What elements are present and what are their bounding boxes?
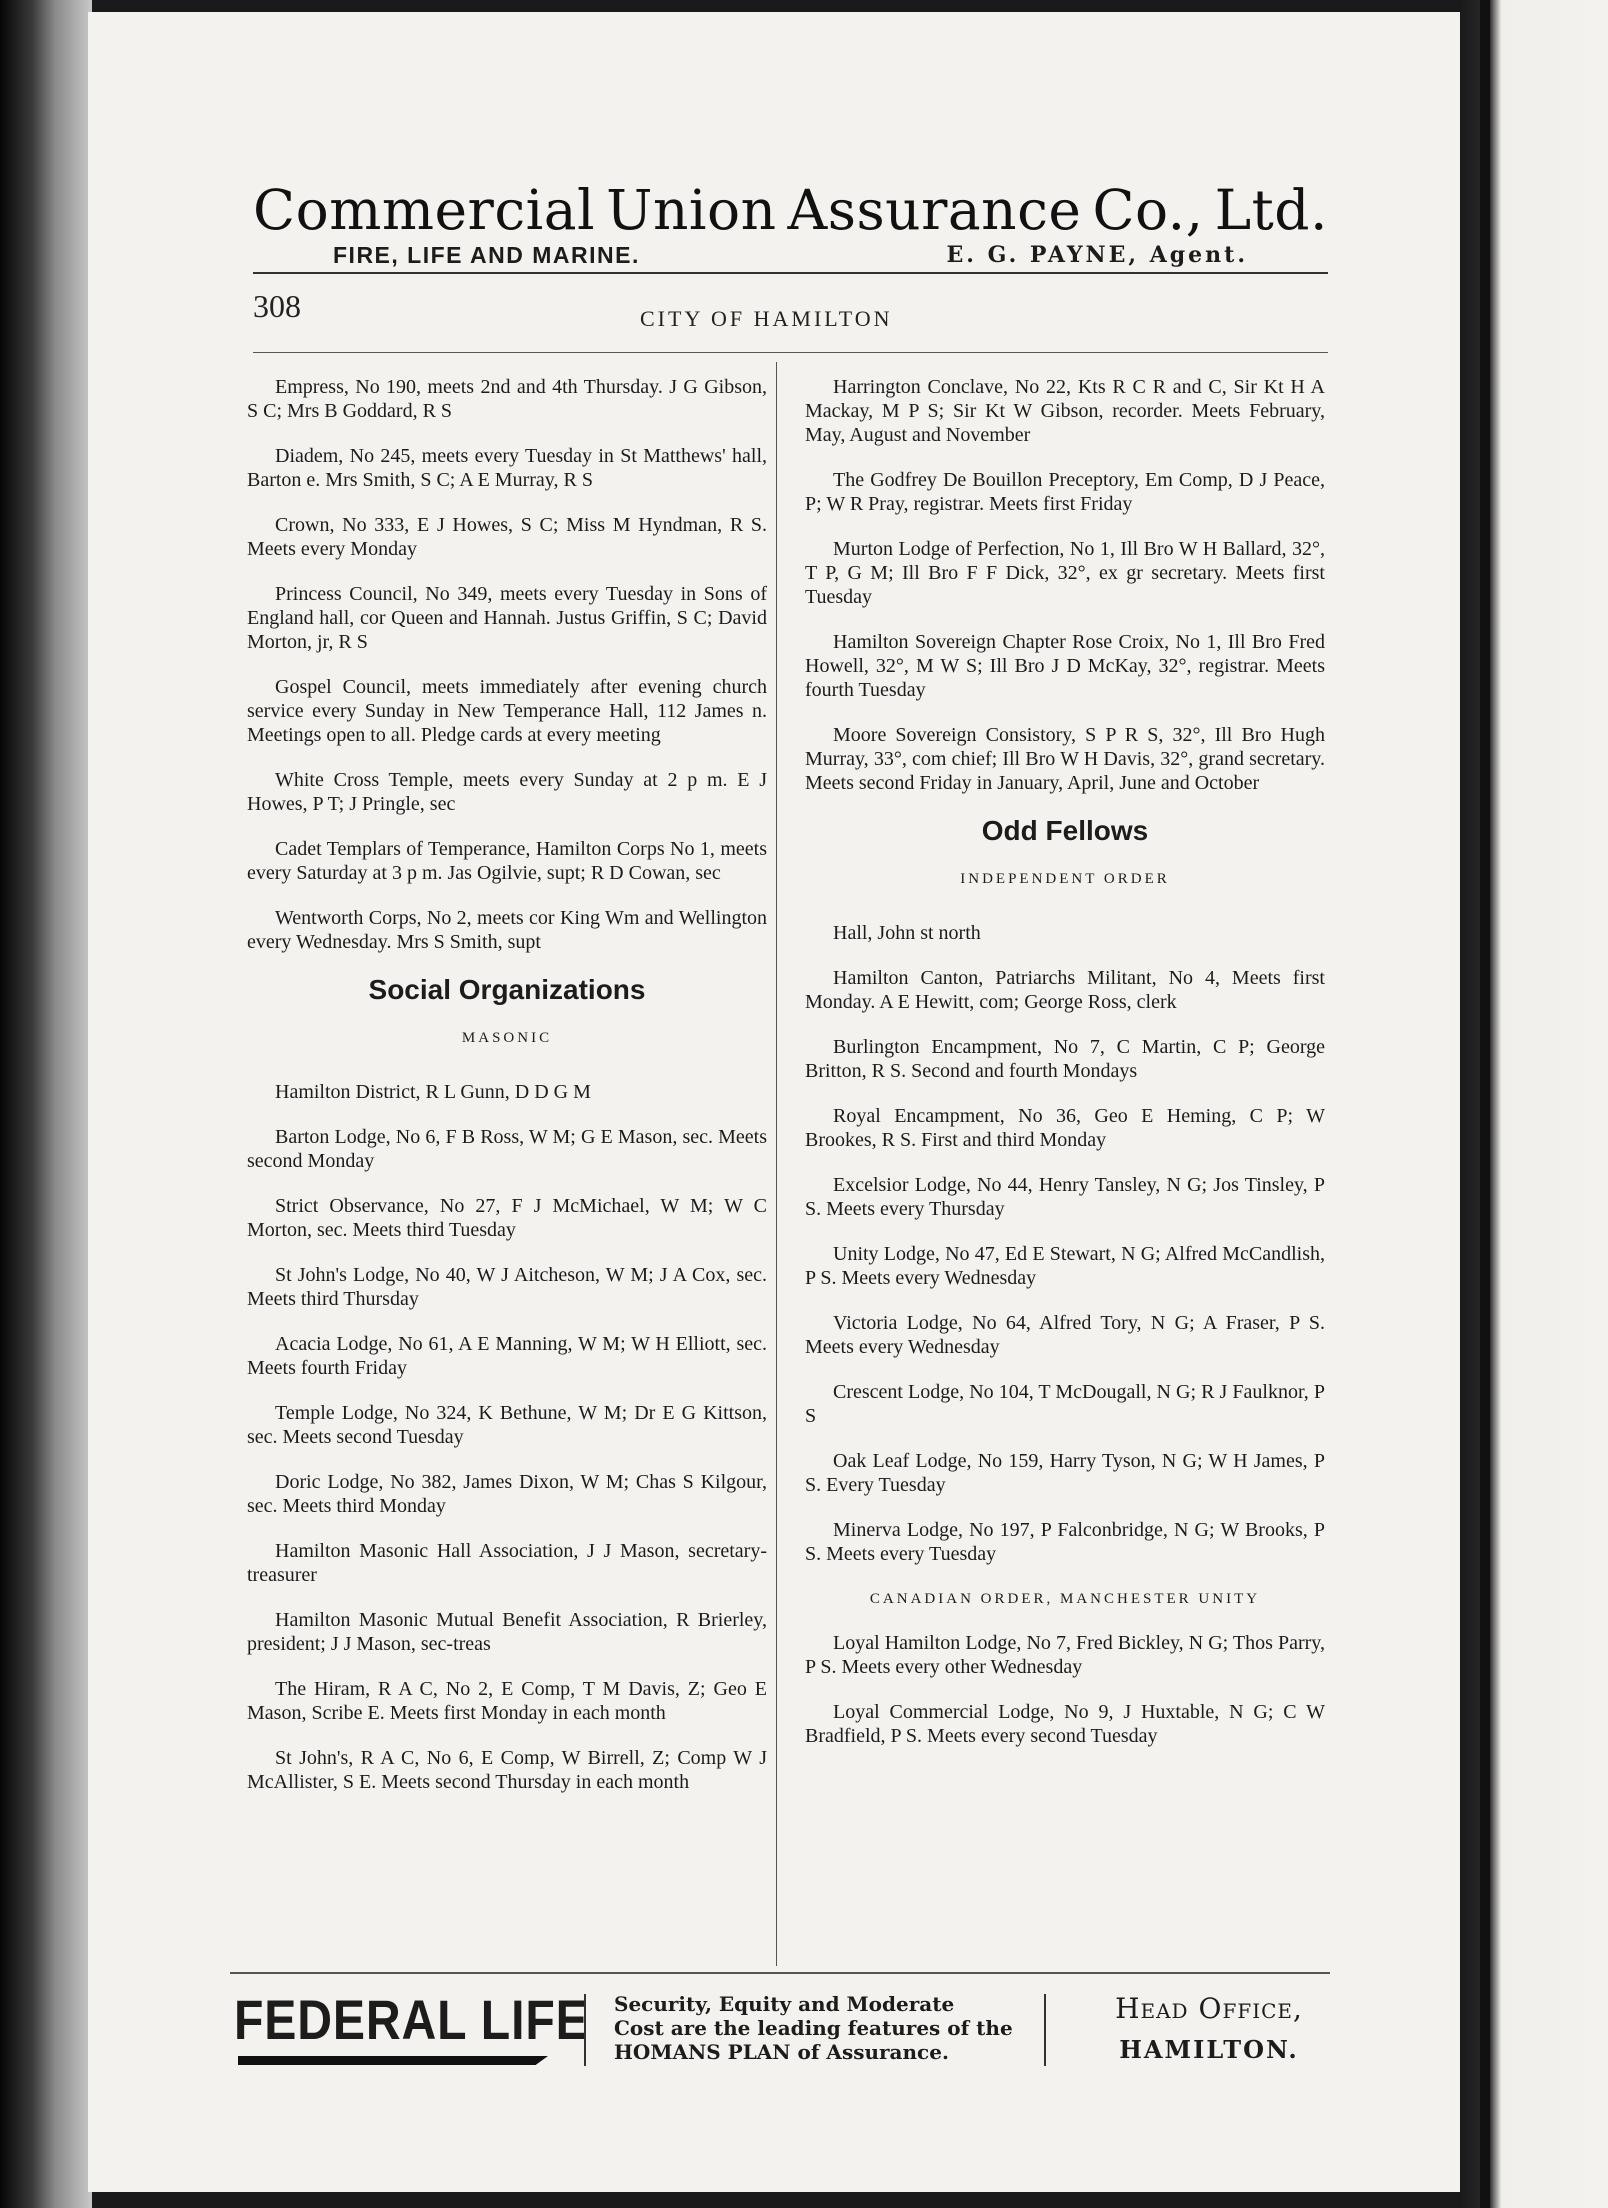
directory-entry: Temple Lodge, No 324, K Bethune, W M; Dr E G Kittson, sec. Meets second Tuesday	[247, 1402, 767, 1448]
directory-entry: Hall, John st north	[833, 922, 981, 944]
right-column	[805, 375, 1325, 1769]
directory-entry: Empress, No 190, meets 2nd and 4th Thursday. J G Gibson, S C; Mrs B Goddard, R S	[247, 376, 767, 422]
directory-entry: The Hiram, R A C, No 2, E Comp, T M Davis, Z; Geo E Mason, Scribe E. Meets first Monday in each month	[247, 1678, 767, 1724]
top-rule	[253, 272, 1328, 274]
running-head: CITY OF HAMILTON	[640, 306, 893, 331]
directory-entry: Crescent Lodge, No 104, T McDougall, N G; R J Faulknor, P S	[805, 1381, 1325, 1427]
company-word: Commercial	[253, 178, 596, 242]
directory-entry: St John's Lodge, No 40, W J Aitcheson, W M; J A Cox, sec. Meets third Thursday	[247, 1264, 767, 1310]
company-word: Co.,	[1092, 178, 1204, 242]
directory-entry: Loyal Hamilton Lodge, No 7, Fred Bickley, N G; Thos Parry, P S. Meets every other Wednesday	[805, 1632, 1325, 1678]
scan-edge-left	[0, 0, 92, 2208]
directory-entry: Hamilton Canton, Patriarchs Militant, No 4, Meets first Monday. A E Hewitt, com; George Ross, clerk	[805, 967, 1325, 1013]
brand-underline-bar	[238, 2056, 548, 2065]
header-rule	[253, 352, 1328, 353]
directory-entry: Wentworth Corps, No 2, meets cor King Wm and Wellington every Wednesday. Mrs S Smith, supt	[247, 907, 767, 953]
subheading-masonic: MASONIC	[461, 1030, 553, 1046]
directory-entry: Loyal Commercial Lodge, No 9, J Huxtable, N G; C W Bradfield, P S. Meets every second Tuesday	[805, 1701, 1325, 1747]
directory-entry: Hamilton Masonic Hall Association, J J Mason, secretary-treasurer	[247, 1540, 767, 1586]
left-column	[247, 375, 767, 1815]
directory-entry: Oak Leaf Lodge, No 159, Harry Tyson, N G; W H James, P S. Every Tuesday	[805, 1450, 1325, 1496]
agent-name: E. G. PAYNE, Agent.	[946, 242, 1248, 268]
insurance-lines: FIRE, LIFE AND MARINE.	[333, 242, 640, 268]
company-word: Ltd.	[1214, 178, 1328, 242]
ad-divider	[584, 1994, 586, 2066]
directory-entry: Victoria Lodge, No 64, Alfred Tory, N G; A Fraser, P S. Meets every Wednesday	[805, 1312, 1325, 1358]
subheading-independent-order: INDEPENDENT ORDER	[960, 871, 1170, 887]
head-office-label: Head Office,	[1115, 1992, 1303, 2025]
directory-entry: Gospel Council, meets immediately after evening church service every Sunday in New Temperance Hall, 112 James n. Meetings open to all. Pledge cards at every meeting	[247, 676, 767, 746]
tagline-line: Security, Equity and Moderate	[614, 1992, 955, 2016]
section-heading-odd-fellows: Odd Fellows	[981, 815, 1149, 846]
directory-entry: Unity Lodge, No 47, Ed E Stewart, N G; Alfred McCandlish, P S. Meets every Wednesday	[805, 1243, 1325, 1289]
directory-entry: Murton Lodge of Perfection, No 1, Ill Bro W H Ballard, 32°, T P, G M; Ill Bro F F Dick, 32°, ex gr secretary. Meets first Tuesday	[805, 538, 1325, 608]
tagline-line: HOMANS PLAN of Assurance.	[614, 2040, 949, 2064]
directory-entry: Harrington Conclave, No 22, Kts R C R and C, Sir Kt H A Mackay, M P S; Sir Kt W Gibson, recorder. Meets February, May, August and November	[805, 376, 1325, 446]
bottom-rule	[230, 1972, 1330, 1974]
directory-entry: White Cross Temple, meets every Sunday at 2 p m. E J Howes, P T; J Pringle, sec	[247, 769, 767, 815]
directory-entry: Hamilton Sovereign Chapter Rose Croix, No 1, Ill Bro Fred Howell, 32°, M W S; Ill Bro J D McKay, 32°, registrar. Meets fourth Tuesday	[805, 631, 1325, 701]
head-office	[1089, 1992, 1329, 2064]
directory-entry: Royal Encampment, No 36, Geo E Heming, C P; W Brookes, R S. First and third Monday	[805, 1105, 1325, 1151]
directory-entry: Excelsior Lodge, No 44, Henry Tansley, N G; Jos Tinsley, P S. Meets every Thursday	[805, 1174, 1325, 1220]
company-name	[253, 178, 1328, 242]
scan-edge-right	[1460, 0, 1608, 2208]
directory-entry: Doric Lodge, No 382, James Dixon, W M; Chas S Kilgour, sec. Meets third Monday	[247, 1471, 767, 1517]
directory-entry: The Godfrey De Bouillon Preceptory, Em Comp, D J Peace, P; W R Pray, registrar. Meets first Friday	[805, 469, 1325, 515]
directory-entry: Cadet Templars of Temperance, Hamilton Corps No 1, meets every Saturday at 3 p m. Jas Ogilvie, supt; R D Cowan, sec	[247, 838, 767, 884]
directory-entry: St John's, R A C, No 6, E Comp, W Birrell, Z; Comp W J McAllister, S E. Meets second Thursday in each month	[247, 1747, 767, 1793]
subheading-canadian-order: CANADIAN ORDER, MANCHESTER UNITY	[869, 1591, 1261, 1607]
company-word: Assurance	[787, 178, 1082, 242]
column-divider	[776, 362, 777, 1966]
directory-entry: Burlington Encampment, No 7, C Martin, C P; George Britton, R S. Second and fourth Mondays	[805, 1036, 1325, 1082]
federal-life-brand: FEDERAL LIFE	[234, 1988, 589, 2051]
directory-entry: Hamilton Masonic Mutual Benefit Association, R Brierley, president; J J Mason, sec-treas	[247, 1609, 767, 1655]
tagline-line: Cost are the leading features of the	[614, 2016, 1013, 2040]
ad-tagline	[614, 1992, 1014, 2064]
directory-entry: Princess Council, No 349, meets every Tuesday in Sons of England hall, cor Queen and Hannah. Justus Griffin, S C; David Morton, jr, R S	[247, 583, 767, 653]
top-advertisement	[253, 178, 1328, 269]
page-number: 308	[253, 288, 301, 324]
directory-entry: Diadem, No 245, meets every Tuesday in St Matthews' hall, Barton e. Mrs Smith, S C; A E Murray, R S	[247, 445, 767, 491]
directory-entry: Acacia Lodge, No 61, A E Manning, W M; W H Elliott, sec. Meets fourth Friday	[247, 1333, 767, 1379]
head-office-city: HAMILTON.	[1119, 2035, 1299, 2064]
directory-entry: Minerva Lodge, No 197, P Falconbridge, N G; W Brooks, P S. Meets every Tuesday	[805, 1519, 1325, 1565]
directory-entry: Crown, No 333, E J Howes, S C; Miss M Hyndman, R S. Meets every Monday	[247, 514, 767, 560]
directory-entry: Hamilton District, R L Gunn, D D G M	[275, 1081, 591, 1103]
bottom-advertisement	[234, 1990, 1330, 2080]
section-heading-social: Social Organizations	[368, 974, 646, 1005]
directory-entry: Strict Observance, No 27, F J McMichael, W M; W C Morton, sec. Meets third Tuesday	[247, 1195, 767, 1241]
ad-divider	[1044, 1994, 1046, 2066]
ad-subline	[253, 242, 1328, 269]
company-word: Union	[606, 178, 777, 242]
directory-entry: Moore Sovereign Consistory, S P R S, 32°, Ill Bro Hugh Murray, 33°, com chief; Ill Bro W H Davis, 32°, grand secretary. Meets second Friday in January, April, June and October	[805, 724, 1325, 794]
directory-entry: Barton Lodge, No 6, F B Ross, W M; G E Mason, sec. Meets second Monday	[247, 1126, 767, 1172]
